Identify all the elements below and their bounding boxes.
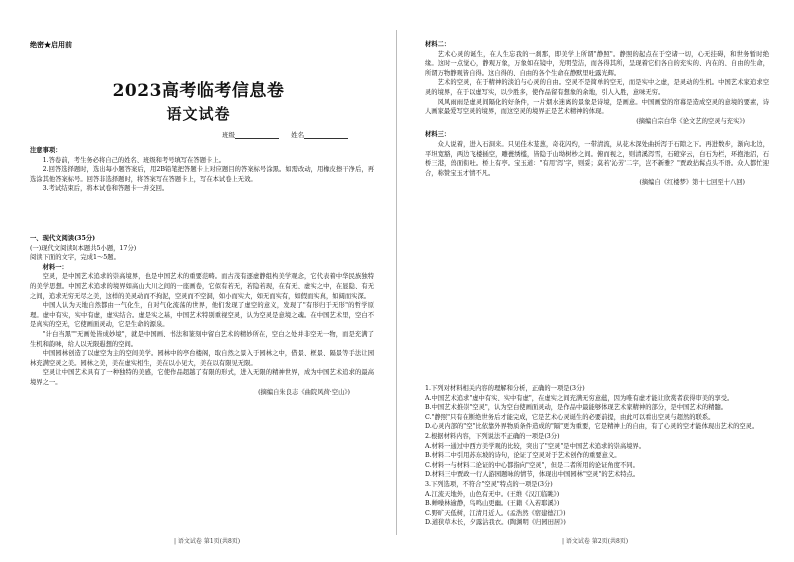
material2-para: 艺术心灵的诞生，在人生忘我的一刹那，即美学上所谓"静照"。静照的起点在于空诸一切，心无挂碍，和世务暂时绝缘。这时一点觉心，静观万象，万象如在镜中，光明莹洁，而各得其所，呈现着它们各自的充实的、内在的、自由的生命，所谓万物静观皆自得。这自得的、自由的各个生命在静默里吐露光辉。 <box>425 50 769 77</box>
notice-title: 注意事项： <box>30 147 62 154</box>
section1-block <box>30 234 374 397</box>
question-3-option[interactable]: A.江流天地外，山色有无中。(王维《汉江临眺》) <box>425 490 560 498</box>
question-3-option[interactable]: D.道狭草木长，夕露沾我衣。(陶渊明《归园田居》) <box>425 519 566 527</box>
question-2-option[interactable]: D.材料三中贾政一行人游园题咏的情节，体现出中国园林"空灵"的艺术特点。 <box>425 471 640 479</box>
question-3-option[interactable]: C.野旷天低树，江清月近人。(孟浩然《宿建德江》) <box>425 509 566 517</box>
material1-para: 空灵，是中国艺术追求的崇高境界，也是中国艺术的重要范畴。而古茂有逐虚静组构美学观念，它代表着中华民族独特的美学思想。中国艺术追求的境界如高山大川之间的一座画卷，它似有若无，若隐若现，在有无、虚实之中，在显隐、有无之间，追求无穷无尽之美，这样的美灵动而不拘泥，空灵而不空洞，如小而实大，如无而实有，如假而实真，如阔而实深。 <box>30 273 374 300</box>
question-2-stem: 2.根据材料内容，下列说法不正确的一项是(3分) <box>425 432 560 440</box>
question-1-option[interactable]: D.心灵内部的"空"比依靠外界物质条件造成的"隔"更为重要，它是精神上的自由，有了心灵的空才能体现出艺术的空灵。 <box>425 423 759 431</box>
right-column <box>397 0 794 562</box>
material1-para: 空灵让中国艺术具有了一种独特的美感，它使作品超越了有限的形式，进入无限的精神世界，成为中国艺术追求的最高境界之一。 <box>30 369 374 386</box>
footer-left: | 语文试卷 第1页(共8页) <box>174 538 241 545</box>
material2-label: 材料二： <box>425 41 451 48</box>
material1-para: "计白当黑""无画处皆成妙境"，就是中国画、书法和篆刻中留白艺术的精妙所在，空白之处并非空无一物，而是充满了生机和韵味，给人以无限遐想的空间。 <box>30 330 374 348</box>
material3-label: 材料三： <box>425 131 451 139</box>
material3-para: 众人说着，进入石洞来。只见佳木茏葱，奇花闪灼，一带清流，从花木深处曲折泻于石隙之下。再进数步，渐向北边，平坦宽豁，两边飞楼插空，雕甍绣槛，皆隐于山坳树杪之间。俯而视之，则清溪泻雪，石磴穿云，白石为栏，环抱池沼，石桥三港，兽面衔吐。桥上有亭。宝玉道："有用'泻'字，则妥；莫若'沁芳'二字，岂不新雅？"贾政拈髯点头不语。众人都忙迎合，称赞宝玉才情不凡。 <box>425 140 769 177</box>
notice-block <box>30 146 374 194</box>
class-blank[interactable] <box>235 131 279 139</box>
name-blank[interactable] <box>304 131 348 139</box>
notice-item: 3.考试结束后，将本试卷和答题卡一并交回。 <box>42 185 169 193</box>
material1-para: 中国人认为天地自然都由一气化生，自对气化流荡的世界，他们发现了虚空的意义，发现了"有形归于无形"的哲学原理。虚中有实，实中有虚，虚实结合。虚是实之基，中国艺术特别重视空灵，认为空灵是意境之魂。在中国艺术里，空白不是真实的空无，它使画面灵动，它是生命的源泉。 <box>30 302 374 329</box>
section1-instruction: 阅读下面的文字，完成1～5题。 <box>30 254 120 262</box>
main-title: 2023高考临考信息卷 <box>112 81 285 101</box>
material2-para: 风风雨雨是虚灵间隔化的好条件，一片烟水迷离的景象是诗境，是画意。中国画堂的帘幕是造成空灵的意境的要素，诗人画家最爱写空灵的境界，而这空灵的境界正是艺术精神的体现。 <box>425 98 769 116</box>
name-label: 姓名 <box>291 131 305 139</box>
question-3-option[interactable]: B.蝉噪林逾静，鸟鸣山更幽。(王籍《入若耶溪》) <box>425 500 560 508</box>
question-1-stem: 1.下列对材料相关内容的理解和分析，正确的一项是(3分) <box>425 385 585 392</box>
material1-label: 材料一： <box>42 263 68 271</box>
footer-right: | 语文试卷 第2页(共8页) <box>562 538 629 545</box>
question-3-stem: 3.下列选项，不符合"空灵"特点的一项是(3分) <box>425 480 553 488</box>
section1-title: 一、现代文阅读(35分) <box>30 235 96 242</box>
class-label: 班级 <box>222 131 235 139</box>
material2-para: 艺术的空灵，在于精神的淡泊与心灵的自由。空灵不是简单的空无，而是实中之虚，是灵动的生机。中国艺术家追求空灵的境界，在于以虚写实，以少胜多，使作品留有想象的余地，引人入胜，意味无穷。 <box>425 79 769 96</box>
material1-source: (摘编自朱良志《曲院风荷·空山》) <box>258 388 350 396</box>
question-2-option[interactable]: A.材料一通过中西方美学观的比较，突出了"空灵"是中国艺术追求的崇高境界。 <box>425 442 646 450</box>
material2-block <box>425 40 769 188</box>
question-2-option[interactable]: C.材料一与材料二论证的中心都指向"空灵"，但是二者所用的论证角度不同。 <box>425 461 639 469</box>
notice-item: 1.答卷前，考生务必将自己的姓名、班级和考号填写在答题卡上。 <box>42 156 225 164</box>
question-1-option[interactable]: A.中国艺术追求"虚中有实、实中有虚"，在虚实之间充满无穷意蕴，因为唯有虚才能让欣赏者获得审美的享受。 <box>425 394 734 402</box>
question-1-option[interactable]: B.中国艺术推崇"空灵"，认为空白使画面灵动，是作品中最能够体现艺术家精神的部分，是中国艺术的精髓。 <box>425 404 728 412</box>
material1-para: 中国园林创造了以虚空为主的空间美学。园林中的亭台楼阁，取自然之景入于园林之中，借景、框景、隔景等手法让园林充满空灵之美。园林之美，美在虚实相生，美在以小见大，美在以有限见无限。 <box>30 350 374 367</box>
questions-block <box>425 384 769 528</box>
secret-label: 绝密★启用前 <box>30 40 72 49</box>
material2-source: (摘编自宗白华《论文艺的空灵与充实》) <box>636 117 745 125</box>
question-2-option[interactable]: B.材料二中引用苏东坡的诗句，论证了空灵对于艺术创作的重要意义。 <box>425 452 621 460</box>
material3-source: (摘编自《红楼梦》第十七回至十八回) <box>639 179 745 187</box>
class-name-line <box>222 130 358 139</box>
section1-sub: (一)现代文阅读Ⅰ(本题共5小题，17分) <box>30 244 137 252</box>
notice-item: 2.回答选择题时，选出每小题答案后，用2B铅笔把答题卡上对应题目的答案标号涂黑。如需改动，用橡皮擦干净后，再选涂其他答案标号。回答非选择题时，将答案写在答题卡上，写在本试卷上无效。 <box>30 166 374 183</box>
question-1-option[interactable]: C."静照"只有在断绝世务后才能完成，它是艺术心灵诞生的必要前提，由此可以看出空灵与超然的联系。 <box>425 413 715 421</box>
sub-title: 语文试卷 <box>166 105 231 123</box>
